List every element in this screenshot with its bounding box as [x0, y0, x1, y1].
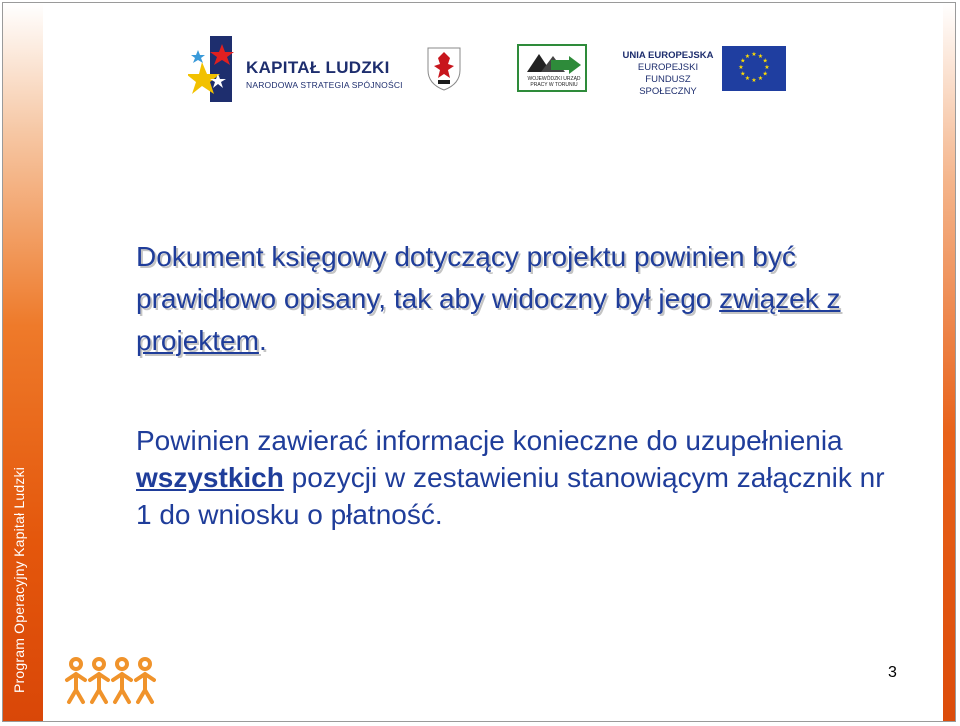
svg-text:★: ★ — [738, 64, 744, 71]
paragraph1-underlined: związek z projektem — [136, 283, 841, 356]
eu-line2: EUROPEJSKI — [637, 62, 699, 73]
svg-text:★: ★ — [751, 77, 757, 84]
paragraph1-end: . — [258, 325, 267, 356]
eu-line3: FUNDUSZ SPOŁECZNY — [639, 74, 697, 97]
program-label: Program Operacyjny Kapitał Ludzki — [11, 466, 27, 693]
logo-header — [0, 0, 960, 120]
kapital-ludzki-star-logo — [188, 34, 244, 106]
paragraph2-emphasis: wszystkich — [136, 462, 284, 493]
svg-text:★: ★ — [757, 75, 764, 83]
svg-text:★: ★ — [744, 75, 751, 83]
kapital-ludzki-subtitle: NARODOWA STRATEGIA SPÓJNOŚCI — [246, 80, 403, 90]
svg-text:★: ★ — [762, 70, 768, 78]
svg-text:★: ★ — [757, 52, 764, 60]
eu-flag-logo — [722, 46, 786, 91]
eu-stars-icon — [722, 46, 786, 91]
wup-caption: WOJEWÓDZKI URZĄD PRACY W TORUNIU — [527, 76, 581, 88]
paragraph-content-requirement — [136, 422, 896, 533]
eu-caption — [620, 50, 716, 98]
paragraph2-text: Powinien zawierać informacje konieczne do uzupełnienia — [136, 425, 843, 456]
svg-text:★: ★ — [751, 51, 757, 58]
paragraph-description-requirement — [136, 236, 876, 362]
svg-text:★: ★ — [740, 57, 746, 65]
kapital-ludzki-title: KAPITAŁ LUDZKI — [246, 58, 390, 77]
paragraph1-text: Dokument księgowy dotyczący projektu powinien być prawidłowo opisany, tak aby widoczny był jego — [136, 241, 796, 314]
svg-text:★: ★ — [740, 70, 746, 78]
eu-line1: UNIA EUROPEJSKA — [622, 50, 714, 61]
paragraph2-end: pozycji w zestawieniu stanowiącym załącznik nr 1 do wniosku o płatność. — [136, 462, 885, 530]
svg-text:★: ★ — [762, 57, 768, 65]
people-figures-icon — [64, 656, 156, 706]
wup-logo — [517, 44, 587, 92]
coat-of-arms-logo — [424, 44, 464, 92]
svg-text:★: ★ — [764, 64, 770, 71]
wup-arrow-icon — [525, 50, 583, 78]
page-number: 3 — [888, 664, 897, 681]
svg-text:★: ★ — [744, 52, 751, 60]
